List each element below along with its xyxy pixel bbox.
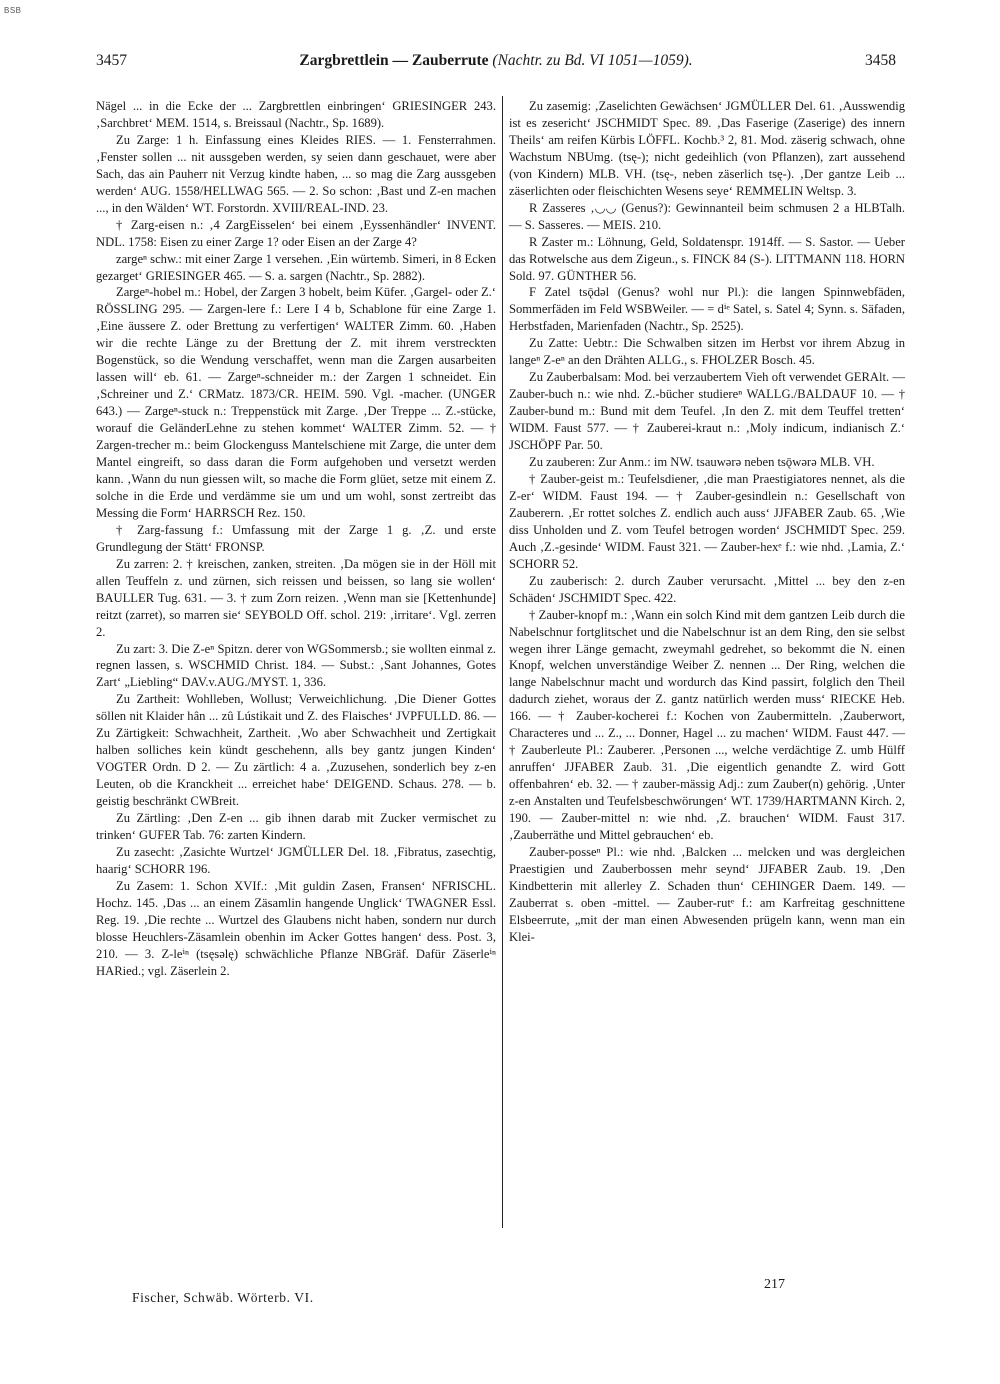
- dictionary-entry: Nägel ... in die Ecke der ... Zargbrettlen einbringen‘ GRIESINGER 243. ‚Sarchbret‘ MEM. 1514, s. Breissaul (Nachtr., Sp. 1689).: [96, 99, 496, 130]
- dictionary-entry: † Zarg-fassung f.: Umfassung mit der Zarge 1 g. ‚Z. und erste Grundlegung der Stätt‘ FRONSP.: [96, 522, 496, 554]
- right-column: [509, 98, 905, 946]
- dictionary-entry: Zauber-posseⁿ Pl.: wie nhd. ‚Balcken ... melcken und was dergleichen Praestigien und Zauberbossen mehr seynd‘ JJFABER Zaub. 19. ‚Den Kindbetterin mit allerley Z. Schaden thun‘ CEHINGER Daem. 149. — Zauberrat s. oben -mittel. — Zauber-rutᵉ f.: am Karfreitag geschnittene Elsbeerrute, „mit der man einen Abwesenden prügeln kann, wenn man ein Klei-: [509, 844, 905, 944]
- dictionary-entry: † Zarg-eisen n.: ‚4 ZargEisselen‘ bei einem ‚Eyssenhändler‘ INVENT. NDL. 1758: Eisen zu einer Zarge 1? oder Eisen an der Zarge 4?: [96, 217, 496, 249]
- dictionary-entry: Zu zasemig: ‚Zaselichten Gewächsen‘ JGMÜLLER Del. 61. ‚Ausswendig ist es zesericht‘ JSCHMIDT Spec. 89. ‚Das Faserige (Zaserige) des innern Theils‘ am reifen Kürbis LÖFFL. Kochb.³ 2, 81. Mod. zäserig schwach, ohne Wachstum NBUmg. (tsę-); nicht gedeihlich (von Pflanzen), zart aussehend (von Kindern) MLB. VH. (tsę-, neben zäserlich tsę-). ‚Der gantze Leib ... zäserlichten oder fleischichten Wesens seye‘ REMMELIN Weltsp. 3.: [509, 99, 905, 198]
- dictionary-entry: F Zatel tsǭdəl (Genus? wohl nur Pl.): die langen Spinnwebfäden, Sommerfäden im Feld WSBWeiler. — = dⁱᵉ Satel, s. Satel 4; Synn. s. Säfaden, Herbstfaden, Marienfaden (Nachtr., Sp. 2525).: [509, 285, 905, 334]
- dictionary-entry: zargeⁿ schw.: mit einer Zarge 1 versehen. ‚Ein würtemb. Simeri, in 8 Ecken gezarget‘ GRIESINGER 465. — S. a. sargen (Nachtr., Sp. 2882).: [96, 251, 496, 283]
- running-title: [96, 52, 896, 70]
- column-divider: [502, 96, 503, 1228]
- dictionary-entry: † Zauber-knopf m.: ‚Wann ein solch Kind mit dem gantzen Leib durch die Nabelschnur fortglitschet und die Nabelschnur ist an dem Ring, den sie selbst wegen ihrer Länge gemacht, zweymahl gedrehet, so bekommt die N. einen Knopf, welchen unverständige Weiber Z. nennen ... Der Ring, welchen die lange Nabelschnur macht und wordurch das Kind passirt, folglich den Theil dadurch ziehet, woraus der Z. gantz natürlich werden muss‘ RIECKE Heb. 166. — † Zauber-kocherei f.: Kochen von Zaubermitteln. ‚Zauberwort, Characteres und ... Z., ... Donner, Hagel ... zu machen‘ WIDM. Faust 447. — † Zauberleute Pl.: Zauberer. ‚Personen ..., welche verdächtige Z. umb Hülff anruffen‘ JJFABER Zaub. 31. ‚Die eigentlich genandte Z. wird Gott offenbahren‘ eb. 32. — † zauber-mässig Adj.: zum Zauber(n) gehörig. ‚Unter z-en Anstalten und Teufelsbeschwörungen‘ WT. 1739/HARTMANN Kirch. 2, 190. — Zauber-mittel n: wie nhd. ‚Z. brauchen‘ WIDM. Faust 317. ‚Zauberräthe und Mittel gebrauchen‘ eb.: [509, 607, 905, 842]
- dictionary-entry: R Zaster m.: Löhnung, Geld, Soldatenspr. 1914ff. — S. Sastor. — Ueber das Rotwelsche aus dem Zigeun., s. FINCK 84 (S-). LITTMANN 118. HORN Sold. 97. GÜNTHER 56.: [509, 234, 905, 283]
- dictionary-entry: Zu Zartheit: Wohlleben, Wollust; Verweichlichung. ‚Die Diener Gottes söllen nit Klaider hân ... zû Lústikait und Z. des Flaisches‘ JVPFULLD. 86. — Zu Zärtigkeit: Schwachheit, Zartheit. ‚Wo aber Schwachheit und Zertigkait halben solliches kein kündt geschehenn, alls bey gantz jungen Kinden‘ VOGTER Ordn. D 2. — Zu zärtlich: 4 a. ‚Zuzusehen, sonderlich bey z-en Leuten, ob die Kranckheit ... erreichet habe‘ DEIGEND. Schaus. 278. — b. geistig beschränkt CWBreit.: [96, 692, 496, 809]
- dictionary-entry: Zargeⁿ-hobel m.: Hobel, der Zargen 3 hobelt, beim Küfer. ‚Gargel- oder Z.‘ RÖSSLING 295. — Zargen-lere f.: Lere I 4 b, Schablone für eine Zarge 1. ‚Eine äussere Z. oder Brettung zu verfertigen‘ WALTER Zimm. 60. ‚Haben wir die rechte Länge zu der Brettung der Z. mit ihrem verstreckten Bogenstück, so die Wendung verschaffet, wenn man die Zargen ausarbeiten lassen will‘ eb. 61. — Zargeⁿ-schneider m.: der Zargen 1 schneidet. Ein ‚Schreiner und Z.‘ CRMatz. 1873/CR. HEIM. 590. Vgl. -macher. (UNGER 643.) — Zargeⁿ-stuck n.: Treppenstück mit Zarge. ‚Der Treppe ... Z.-stücke, worauf die GeländerLehne zu stehen kommet‘ WALTER Zimm. 52. — † Zargen-trecher m.: beim Glockenguss Mantelschiene mit Zarge, die unter dem Mantel eingreift, so dass daran die Form aufgehoben und versetzt werden kann. ‚Wann du nun giessen wilt, so mache die Form glüet, setze mit einem Z. solche in die Erde und verdämme sie um und um wohl, sonst zertreibt das Messing die Form‘ HARRSCH Rez. 150.: [96, 285, 496, 520]
- left-column: [96, 98, 496, 980]
- dictionary-entry: R Zasseres ‚◡◡ (Genus?): Gewinnanteil beim schmusen 2 a HLBTalh. — S. Sasseres. — MEIS. 210.: [509, 200, 905, 232]
- dictionary-entry: Zu zauberisch: 2. durch Zauber verursacht. ‚Mittel ... bey den z-en Schäden‘ JSCHMIDT Spec. 422.: [509, 573, 905, 605]
- dictionary-entry: Zu zart: 3. Die Z-eⁿ Spitzn. derer von WGSommersb.; sie wollten einmal z. regnen lassen, s. WSCHMID Christ. 184. — Subst.: ‚Sant Johannes, Gotes Zart‘ „Liebling“ DAV.v.AUG./MYST. 1, 336.: [96, 641, 496, 690]
- dictionary-entry: † Zauber-geist m.: Teufelsdiener, ‚die man Praestigiatores nennet, als die Z-er‘ WIDM. Faust 194. — † Zauber-gesindlein n.: Gesellschaft von Zauberern. ‚Er rottet solches Z. endlich auch auss‘ JJFABER Zaub. 65. ‚Wie diss Unholden und Z. vom Teufel betrogen worden‘ JSCHMIDT Spec. 259. Auch ‚Z.-gesinde‘ WIDM. Faust 321. — Zauber-hexᵉ f.: wie nhd. ‚Lamia, Z.‘ SCHORR 52.: [509, 471, 905, 571]
- dictionary-entry: Zu Zasem: 1. Schon XVIf.: ‚Mit guldin Zasen, Fransen‘ NFRISCHL. Hochz. 145. ‚Das ... an einem Zäsamlin hangende Unglick‘ TWAGNER Essl. Reg. 19. ‚Die rechte ... Wurtzel des Glaubens nicht haben, sondern nur durch blosse Heuchlers-Zäsamlein obenhin im Acker Gottes hangen‘ dess. Post. 3, 210. — 3. Z-leⁱⁿ (tsęsəlę) schwächliche Pflanze NBGräf. Dafür Zäserleⁱⁿ HARied.; vgl. Zäserlein 2.: [96, 878, 496, 978]
- library-stamp: BSB: [4, 6, 22, 15]
- dictionary-entry: Zu zauberen: Zur Anm.: im NW. tsauwərə neben tsǭwərə MLB. VH.: [529, 455, 875, 470]
- dictionary-entry: Zu zarren: 2. † kreischen, zanken, streiten. ‚Da mögen sie in der Höll mit allen Teuffeln z. und zürnen, sich reissen und beissen, so lang sie wollen‘ BAULLER Tug. 631. — 3. † zum Zorn reizen. ‚Wenn man sie [Kettenhunde] reitzt (zarret), so marren sie‘ SEYBOLD Off. schol. 219: ‚irritare‘. Vgl. zerren 2.: [96, 556, 496, 639]
- page-number-left: 3457: [96, 52, 127, 69]
- dictionary-entry: Zu Zatte: Uebtr.: Die Schwalben sitzen im Herbst vor ihrem Abzug in langeⁿ Z-eⁿ an den Drähten ALLG., s. FHOLZER Bosch. 45.: [509, 336, 905, 368]
- dictionary-entry: Zu Zarge: 1 h. Einfassung eines Kleides RIES. — 1. Fensterrahmen. ‚Fenster sollen ... nit aussgeben werden, sy seien dann geschauet, were aber Sach, das ain Pauherr nit Verzug kindte haben, ... so mag die Zarg aussgeben werden‘ AUG. 1558/HELLWAG 565. — 2. So schon: ‚Bast und Z-en machen ..., in den Wälden‘ WT. Forstordn. XVIII/REAL-IND. 23.: [96, 132, 496, 215]
- dictionary-entry: Zu zasecht: ‚Zasichte Wurtzel‘ JGMÜLLER Del. 18. ‚Fibratus, zasechtig, haarig‘ SCHORR 196.: [96, 844, 496, 876]
- running-title-main: Zargbrettlein — Zauberrute: [299, 52, 489, 69]
- dictionary-entry: Zu Zärtling: ‚Den Z-en ... gib ihnen darab mit Zucker vermischet zu trinken‘ GUFER Tab. 76: zarten Kindern.: [96, 811, 496, 842]
- footer-signature: Fischer, Schwäb. Wörterb. VI.: [132, 1290, 314, 1305]
- running-title-supplement: (Nachtr. zu Bd. VI 1051—1059).: [492, 52, 693, 69]
- page-header: [96, 52, 896, 74]
- footer-sheet-number: 217: [764, 1277, 785, 1292]
- dictionary-entry: Zu Zauberbalsam: Mod. bei verzaubertem Vieh oft verwendet GERAlt. — Zauber-buch n.: wie nhd. Z.-bücher studiereⁿ WALLG./BALDAUF 10. — † Zauber-bund m.: Bund mit dem Teufel. ‚In den Z. mit dem Teuffel tretten‘ WIDM. Faust 577. — † Zauberei-kraut n.: ‚Moly indicum, indianisch Z.‘ JSCHÖPF Par. 50.: [509, 370, 905, 453]
- page-number-right: 3458: [865, 52, 896, 69]
